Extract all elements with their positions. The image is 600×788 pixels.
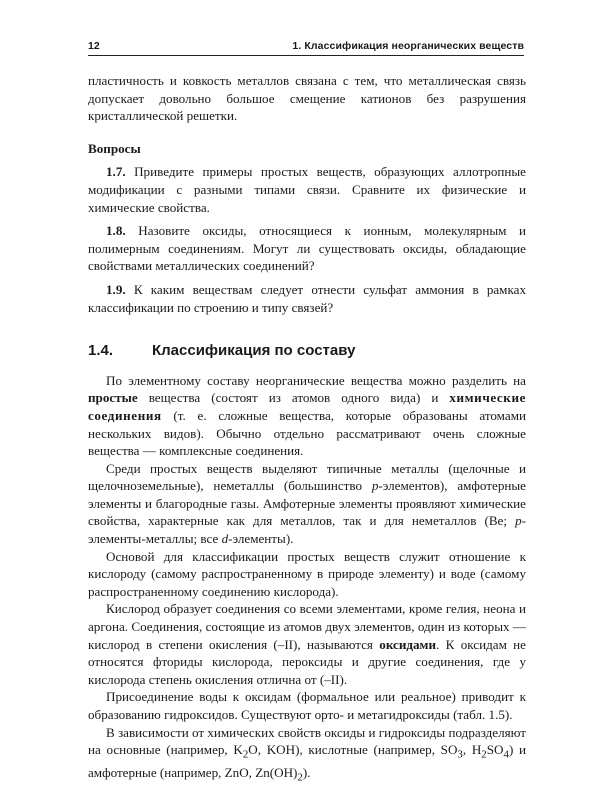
question-item [88, 222, 526, 275]
page-content [88, 72, 526, 788]
term-simple: простые [88, 390, 138, 406]
text-run: Среди простых веществ выделяют типичные металлы (щелочные и щелочноземельные), неметаллы (большинство [88, 460, 526, 494]
subscript: 4 [503, 748, 509, 761]
subscript: 2 [242, 748, 249, 761]
italic-letter: d [221, 531, 229, 547]
body-paragraph: Присоединение воды к оксидам (формальное или реальное) приводит к образованию гидроксидов. Существуют орто- и метагидроксиды (табл. 1.5). [88, 689, 526, 722]
question-text: Назовите оксиды, относящиеся к ионным, молекулярным и полимерным соединениям. Могут ли существовать оксиды, обладающие свойствами металлических соединений? [88, 223, 527, 274]
text-run: Кислород образует соединения со всеми элементами, кроме гелия, неона и аргона. Соединения, состоящие из атомов двух элементов, один из которых — кислород в степени окисления (–II), называются [88, 601, 526, 652]
text-run: (т. е. сложные вещества, которые образованы атомами нескольких видов). Обычно отдельно рассматривают очень сложные вещества — комплексные соединения. [88, 407, 526, 459]
page-number: 12 [88, 40, 100, 52]
text-run: По элементному составу неорганические вещества можно разделить на [106, 372, 526, 388]
text-run: ). [302, 765, 311, 781]
chapter-title: 1. Классификация неорганических веществ [292, 40, 524, 52]
text-run: -элементов), амфотерные элементы и благородные газы. Амфотерные элементы проявляют химические свойства, характерные как для металлов, так и для неметаллов (Be; [88, 478, 526, 529]
question-text: К каким веществам следует отнести сульфат аммония в рамках классификации по строению и типу связей? [88, 281, 526, 315]
term-compounds: химические соединения [88, 390, 526, 423]
subscript: 2 [481, 748, 487, 761]
body-paragraph [88, 724, 526, 788]
term-oxides: оксидами [379, 636, 437, 652]
section-heading [88, 342, 526, 360]
text-run: SO [486, 742, 504, 758]
italic-letter: p [371, 478, 379, 494]
question-number: 1.7. [106, 164, 126, 180]
subscript: 3 [457, 748, 463, 761]
question-number: 1.9. [106, 281, 126, 297]
text-run: вещества (состоят из атомов одного вида) и [137, 390, 450, 406]
questions-heading: Вопросы [88, 140, 141, 156]
body-paragraph [88, 460, 526, 548]
page-header [88, 40, 524, 56]
text-run: ) и амфотерные (например, ZnO, Zn(OH) [88, 742, 526, 781]
text-run: В зависимости от химических свойств оксиды и гидроксиды подразделяют на основные (например, K [88, 724, 526, 758]
question-text: Приведите примеры простых веществ, образующих аллотропные модификации с разными типами связи. Сравните их физические и химические свойства. [88, 164, 526, 215]
text-run: . К оксидам не относятся фториды кислорода, пероксиды и другие соединения, где у кислорода степень окисления отлична от (–II). [88, 636, 526, 687]
text-run: -элементы). [228, 531, 294, 547]
section-number: 1.4. [88, 342, 114, 360]
body-paragraph: Основой для классификации простых веществ служит отношение к кислороду (самому распространенному в природе элементу) и воде (самому распространенному соединению кислорода). [88, 548, 526, 599]
body-paragraph [88, 600, 526, 688]
italic-letter: p [515, 513, 522, 529]
question-item [88, 163, 526, 216]
text-run: -элементы-металлы; все [88, 513, 526, 547]
text-run: O, KOH), кислотные (например, SO [248, 742, 458, 758]
text-run: , H [462, 742, 482, 758]
section-title: Классификация по составу [152, 342, 356, 360]
body-paragraph [88, 372, 526, 460]
question-item [88, 281, 526, 316]
intro-paragraph: пластичность и ковкость металлов связана с тем, что металлическая связь допускает довольно большое смещение катионов без разрушения кристаллической решетки. [88, 73, 526, 124]
question-number: 1.8. [106, 223, 126, 239]
subscript: 2 [297, 772, 303, 784]
